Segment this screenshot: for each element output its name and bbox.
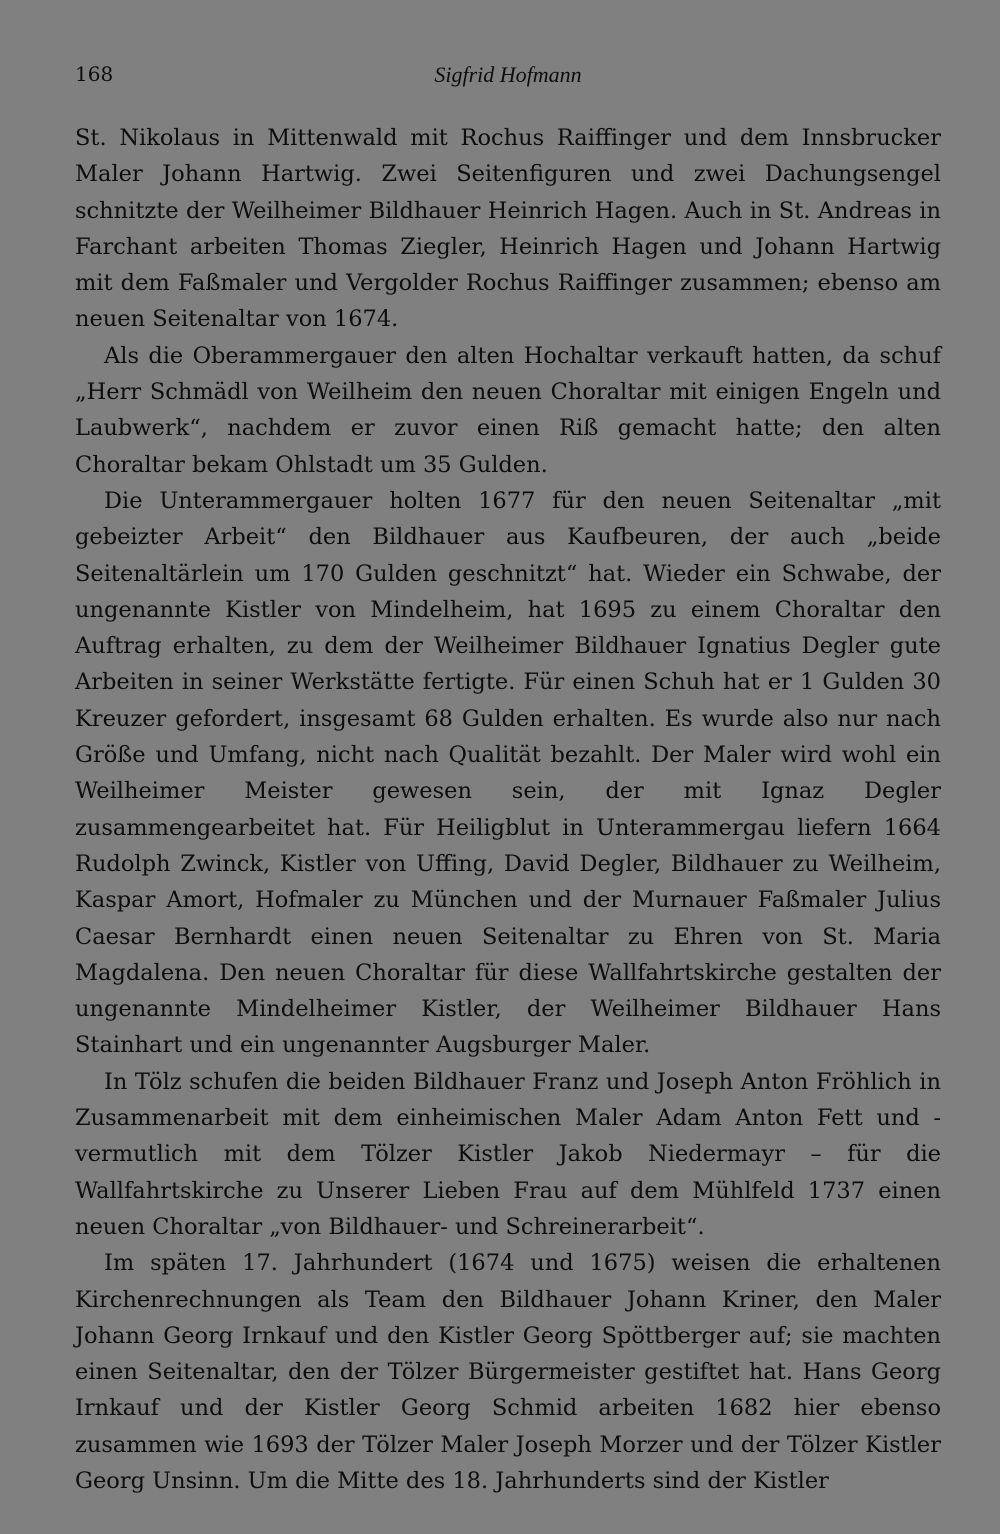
paragraph: In Tölz schufen die beiden Bildhauer Franz und Joseph Anton Fröhlich in Zusammenarbeit mit dem einheimischen Maler Adam Anton Fett und -vermutlich mit dem Tölzer Kistler Jakob Niedermayr – für die Wallfahrtskirche zu Unserer Lieben Frau auf dem Mühlfeld 1737 einen neuen Choraltar „von Bildhauer- und Schreinerarbeit“.: [75, 1068, 941, 1240]
paragraph: Im späten 17. Jahrhundert (1674 und 1675) weisen die erhaltenen Kirchenrechnungen als Team den Bildhauer Johann Kriner, den Maler Johann Georg Irnkauf und den Kistler Georg Spöttberger auf; sie machten einen Seitenaltar, den der Tölzer Bürgermeister gestiftet hat. Hans Georg Irnkauf und der Kistler Georg Schmid arbeiten 1682 hier ebenso zusammen wie 1693 der Tölzer Maler Joseph Morzer und der Tölzer Kistler Georg Unsinn. Um die Mitte des 18. Jahrhunderts sind der Kistler: [75, 1250, 941, 1494]
body-text: [75, 120, 941, 1499]
page-number: 168: [75, 62, 114, 86]
paragraph: Die Unterammergauer holten 1677 für den neuen Seitenaltar „mit gebeizter Arbeit“ den Bildhauer aus Kaufbeuren, der auch „beide Seitenaltärlein um 170 Gulden geschnitzt“ hat. Wieder ein Schwabe, der ungenannte Kistler von Mindelheim, hat 1695 zu einem Choraltar den Auftrag erhalten, zu dem der Weilheimer Bildhauer Ignatius Degler gute Arbeiten in seiner Werkstätte fertigte. Für einen Schuh hat er 1 Gulden 30 Kreuzer gefordert, insgesamt 68 Gulden erhalten. Es wurde also nur nach Größe und Umfang, nicht nach Qualität bezahlt. Der Maler wird wohl ein Weilheimer Meister gewesen sein, der mit Ignaz Degler zusammengearbeitet hat. Für Heiligblut in Unterammergau liefern 1664 Rudolph Zwinck, Kistler von Uffing, David Degler, Bildhauer zu Weilheim, Kaspar Amort, Hofmaler zu München und der Murnauer Faßmaler Julius Caesar Bernhardt einen neuen Seitenaltar zu Ehren von St. Maria Magdalena. Den neuen Choraltar für diese Wallfahrtskirche gestalten der ungenannte Mindelheimer Kistler, der Weilheimer Bildhauer Hans Stainhart und ein ungenannter Augsburger Maler.: [75, 487, 941, 1059]
running-head-author: Sigfrid Hofmann: [434, 62, 582, 87]
paragraph: St. Nikolaus in Mittenwald mit Rochus Raiffinger und dem Innsbrucker Maler Johann Hartwig. Zwei Seitenfiguren und zwei Dachungsengel schnitzte der Weilheimer Bildhauer Heinrich Hagen. Auch in St. Andreas in Farchant arbeiten Thomas Ziegler, Heinrich Hagen und Johann Hartwig mit dem Faßmaler und Vergolder Rochus Raiffinger zusammen; ebenso am neuen Seitenaltar von 1674.: [75, 125, 941, 333]
book-page: [75, 62, 941, 1499]
paragraph: Als die Oberammergauer den alten Hochaltar verkauft hatten, da schuf „Herr Schmädl von Weilheim den neuen Choraltar mit einigen Engeln und Laubwerk“, nachdem er zuvor einen Riß gemacht hatte; den alten Choraltar bekam Ohlstadt um 35 Gulden.: [75, 342, 941, 478]
running-head: [75, 62, 941, 96]
